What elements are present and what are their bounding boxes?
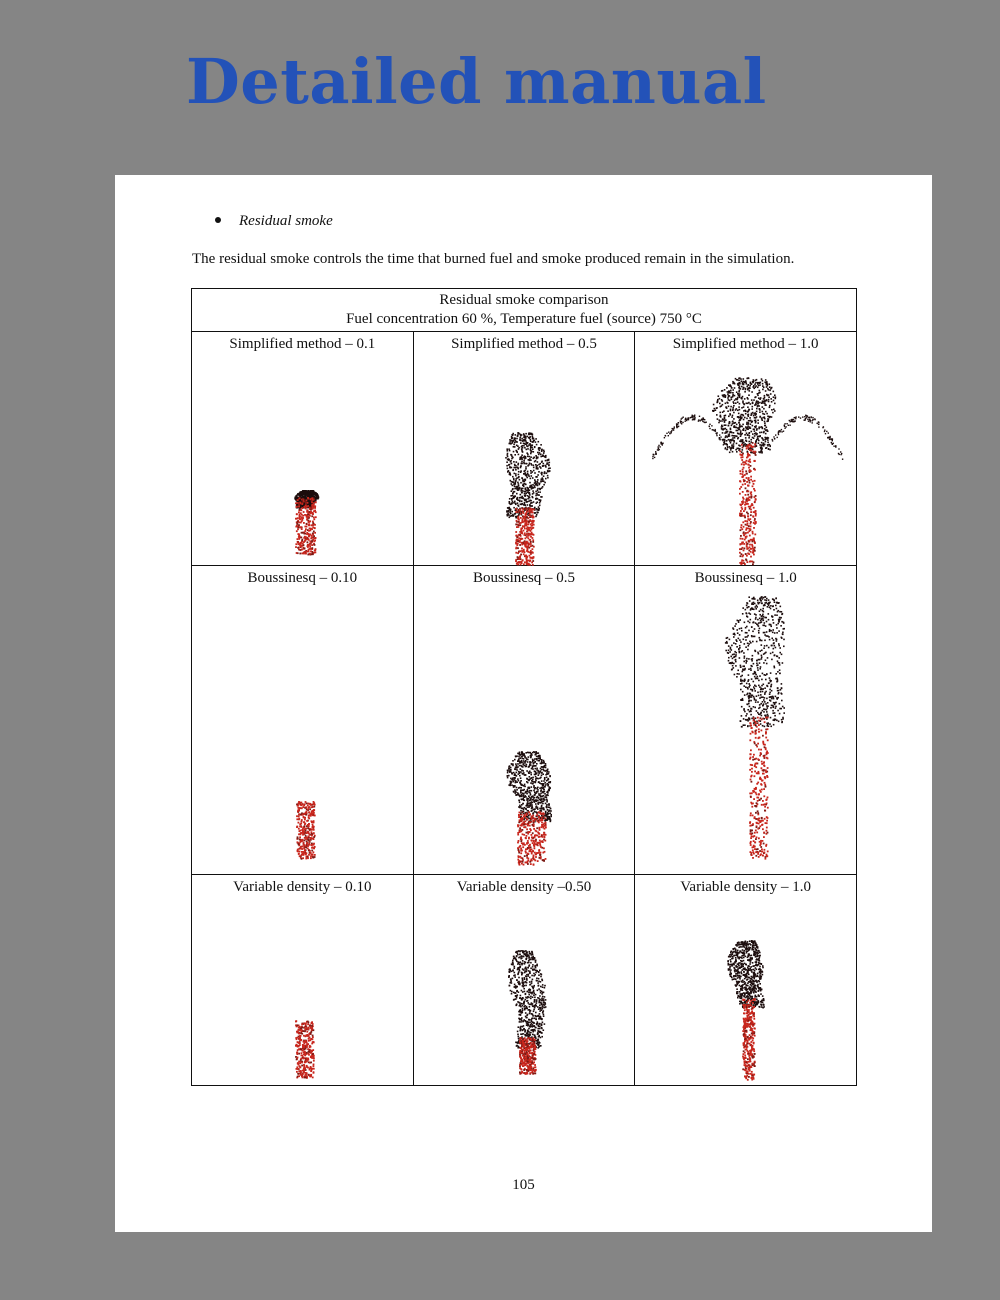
cell-caption: Boussinesq – 0.5 bbox=[472, 570, 576, 586]
smoke-simulation-image bbox=[635, 566, 857, 875]
smoke-simulation-image bbox=[414, 875, 636, 1086]
document-page bbox=[115, 175, 932, 1232]
table-title: Residual smoke comparison bbox=[439, 292, 609, 308]
smoke-simulation-image bbox=[414, 332, 636, 566]
cell-caption: Boussinesq – 1.0 bbox=[694, 570, 797, 586]
smoke-simulation-image bbox=[414, 566, 636, 875]
comparison-table bbox=[191, 288, 857, 1086]
cell-caption: Variable density – 0.10 bbox=[233, 879, 372, 895]
table-cell bbox=[413, 332, 635, 566]
table-cell bbox=[192, 332, 414, 566]
table-cell bbox=[413, 875, 635, 1086]
bullet-text: Residual smoke bbox=[239, 213, 333, 229]
table-subtitle: Fuel concentration 60 %, Temperature fuel (source) 750 °C bbox=[346, 311, 702, 327]
bullet-item bbox=[215, 213, 333, 230]
smoke-simulation-image bbox=[635, 875, 857, 1086]
manual-banner-title: Detailed manual bbox=[186, 45, 767, 118]
table-cell bbox=[192, 875, 414, 1086]
cell-caption: Simplified method – 0.5 bbox=[451, 336, 597, 352]
table-cell bbox=[192, 566, 414, 875]
bullet-dot-icon bbox=[215, 217, 221, 223]
smoke-simulation-image bbox=[635, 332, 857, 566]
table-cell bbox=[413, 566, 635, 875]
cell-caption: Variable density –0.50 bbox=[456, 879, 592, 895]
smoke-simulation-image bbox=[192, 875, 414, 1086]
intro-paragraph: The residual smoke controls the time that burned fuel and smoke produced remain in the simulation. bbox=[192, 251, 795, 267]
cell-caption: Variable density – 1.0 bbox=[680, 879, 812, 895]
table-cell bbox=[635, 332, 857, 566]
page-number: 105 bbox=[512, 1177, 535, 1193]
smoke-simulation-image bbox=[192, 566, 414, 875]
table-cell bbox=[635, 566, 857, 875]
cell-caption: Boussinesq – 0.10 bbox=[247, 570, 358, 586]
cell-caption: Simplified method – 1.0 bbox=[672, 336, 819, 352]
cell-caption: Simplified method – 0.1 bbox=[229, 336, 376, 352]
smoke-simulation-image bbox=[192, 332, 414, 566]
table-header bbox=[192, 289, 857, 332]
table-cell bbox=[635, 875, 857, 1086]
